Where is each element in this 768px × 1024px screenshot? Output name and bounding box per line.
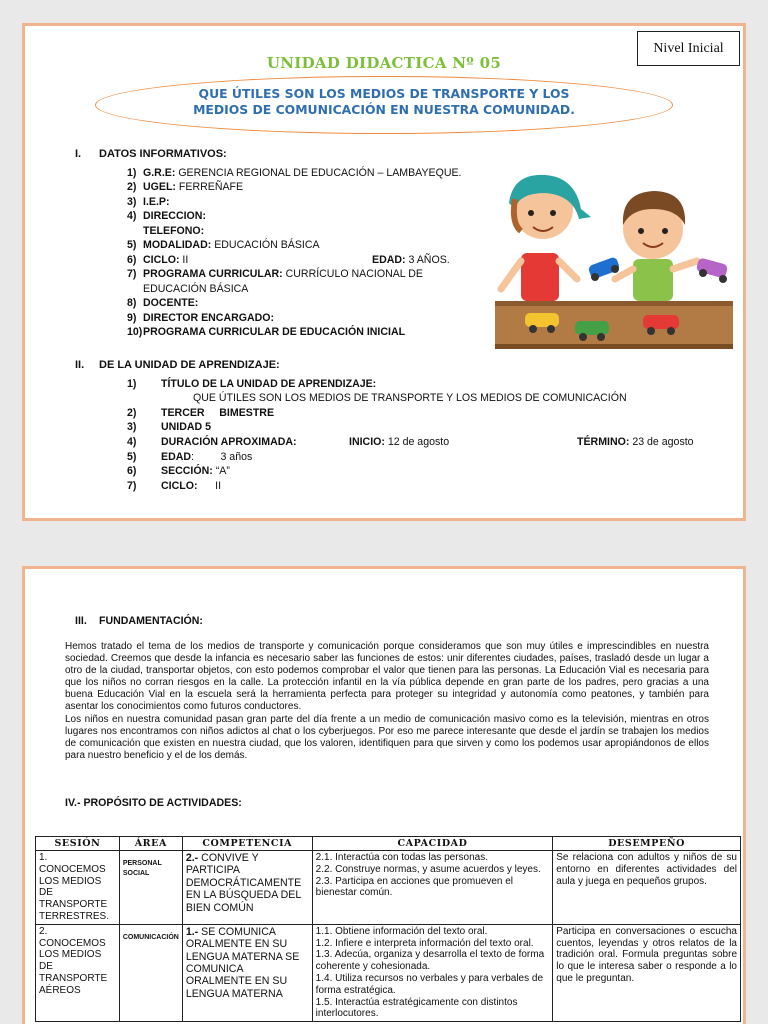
capacity-cell: 2.1. Interactúa con todas las personas. 2.2. Construye normas, y asume acuerdos y leyes. 2.3. Participa en acciones que promueven el bienestar común. <box>312 851 553 925</box>
end-date: TÉRMINO: 23 de agosto <box>577 436 694 448</box>
info-item: EDUCACIÓN BÁSICA <box>143 283 249 295</box>
document-page-1 <box>22 23 746 521</box>
section-1-title: DATOS INFORMATIVOS: <box>99 148 227 160</box>
table-row <box>36 924 741 1021</box>
performance-cell: Se relaciona con adultos y niños de su entorno en diferentes actividades del aula y juega en pequeños grupos. <box>553 851 741 925</box>
info-item: TELEFONO: <box>143 225 205 237</box>
unit-subtitle <box>95 86 673 118</box>
unit-item-1: 1) TÍTULO DE LA UNIDAD DE APRENDIZAJE: <box>127 378 377 390</box>
section-1-number: I. <box>75 148 82 160</box>
document-page-2 <box>22 566 746 1024</box>
area-cell: PERSONAL SOCIAL <box>119 851 182 925</box>
competence-cell: 1.- SE COMUNICA ORALMENTE EN SU LENGUA MATERNA SE COMUNICA ORALMENTE EN SU LENGUA MATERNA <box>182 924 312 1021</box>
info-item: 6) CICLO: II <box>127 254 189 266</box>
header-competence: COMPETENCIA <box>182 837 312 851</box>
kids-with-toy-cars-illustration <box>491 169 735 354</box>
activities-table <box>35 836 741 1022</box>
capacity-cell: 1.1. Obtiene información del texto oral. 1.2. Infiere e interpreta información del texto oral. 1.3. Adecúa, organiza y desarrolla el texto de forma coherente y cohesionada. 1.4. Utiliza recursos no verbales y para verbales de forma estratégica. 1.5. Interactúa estratégicamente con distintos interlocutores. <box>312 924 553 1021</box>
table-row <box>36 851 741 925</box>
unit-title-value: QUE ÚTILES SON LOS MEDIOS DE TRANSPORTE Y LOS MEDIOS DE COMUNICACIÓN <box>193 392 627 404</box>
section-3-number: III. <box>75 615 87 627</box>
section-2-title: DE LA UNIDAD DE APRENDIZAJE: <box>99 359 280 371</box>
subtitle-line-2: MEDIOS DE COMUNICACIÓN EN NUESTRA COMUNIDAD. <box>193 102 575 117</box>
section-4-heading <box>65 797 242 809</box>
performance-cell: Participa en conversaciones o escucha cuentos, leyendas y otros relatos de la tradición oral. Formula preguntas sobre lo que le interesa saber o responde a lo que le preguntan. <box>553 924 741 1021</box>
fundamentacion-paragraph-1: Hemos tratado el tema de los medios de transporte y comunicación porque consideramos que son muy útiles e imprescindibles en nuestra sociedad. Creemos que desde la infancia es necesario saber las funciones de estos: unir diferentes ciudades, países, trasladó desde un lugar a otro de la ciudad, transportar objetos, con esto podemos comprobar el valor que tienen para las personas. La Educación Vial es necesaria para que los niños no corran riesgos en la calle. La protección infantil en la vía pública depende en gran parte de los padres, pero gracias a una buena Educación Vial en la escuela será la herramienta perfecta para proteger su integridad y autonomía como peatones, y también para asentar los conocimientos como futuros conductores. <box>65 641 709 713</box>
section-2-number: II. <box>75 359 85 371</box>
info-item: 9) DIRECTOR ENCARGADO: <box>127 312 275 324</box>
section-3-title: FUNDAMENTACIÓN: <box>99 615 203 627</box>
header-area: ÁREA <box>119 837 182 851</box>
unit-item-4: 4) DURACIÓN APROXIMADA: <box>127 436 297 448</box>
header-capacity: CAPACIDAD <box>312 837 553 851</box>
info-item: 8) DOCENTE: <box>127 297 199 309</box>
header-performance: DESEMPEÑO <box>553 837 741 851</box>
info-item: 2) UGEL: FERREÑAFE <box>127 181 244 193</box>
session-cell: 1. CONOCEMOS LOS MEDIOS DE TRANSPORTE TERRESTRES. <box>36 851 120 925</box>
unit-item-5: 5) EDAD: 3 años <box>127 451 253 463</box>
info-item: 5) MODALIDAD: EDUCACIÓN BÁSICA <box>127 239 320 251</box>
header-session: SESIÓN <box>36 837 120 851</box>
unit-item-3: 3) UNIDAD 5 <box>127 421 212 433</box>
fundamentacion-text <box>65 641 709 762</box>
fundamentacion-paragraph-2: Los niños en nuestra comunidad pasan gran parte del día frente a un medio de comunicación masivo como es la televisión, mientras en otros lugares nos encontramos con niños adictos al chat o los cyberjuegos. Por eso me parece interesante que desde el jardín se trabajen los medios de comunicación que existen en nuestra ciudad, que los valoren, identifiquen para que sirven y como los podemos usar apropiándonos de ellos para nuestro beneficio y el de los demás. <box>65 713 709 761</box>
info-item: 4) DIRECCION: <box>127 210 206 222</box>
age-key: EDAD: <box>372 254 406 266</box>
info-item: 3) I.E.P: <box>127 196 170 208</box>
info-item: 7) PROGRAMA CURRICULAR: CURRÍCULO NACIONAL DE <box>127 268 423 280</box>
info-item: 1) G.R.E: GERENCIA REGIONAL DE EDUCACIÓN – LAMBAYEQUE. <box>127 167 462 179</box>
unit-item-2: 2) TERCER BIMESTRE <box>127 407 275 419</box>
session-cell: 2. CONOCEMOS LOS MEDIOS DE TRANSPORTE AÉREOS <box>36 924 120 1021</box>
age-value: 3 AÑOS. <box>405 254 450 266</box>
section-4-title: IV.- PROPÓSITO DE ACTIVIDADES: <box>65 797 242 809</box>
level-box: Nivel Inicial <box>637 31 740 66</box>
unit-item-6: 6) SECCIÓN: “A” <box>127 465 230 477</box>
start-date: INICIO: 12 de agosto <box>349 436 450 448</box>
table-header-row <box>36 837 741 851</box>
unit-title: UNIDAD DIDACTICA Nº 05 <box>266 54 502 72</box>
area-cell: COMUNICACIÓN <box>119 924 182 1021</box>
info-item: 10) PROGRAMA CURRICULAR DE EDUCACIÓN INICIAL <box>127 326 406 338</box>
unit-item-7: 7) CICLO: II <box>127 480 222 492</box>
competence-cell: 2.- CONVIVE Y PARTICIPA DEMOCRÁTICAMENTE EN LA BÚSQUEDA DEL BIEN COMÚN <box>182 851 312 925</box>
subtitle-line-1: QUE ÚTILES SON LOS MEDIOS DE TRANSPORTE Y LOS <box>198 86 570 101</box>
